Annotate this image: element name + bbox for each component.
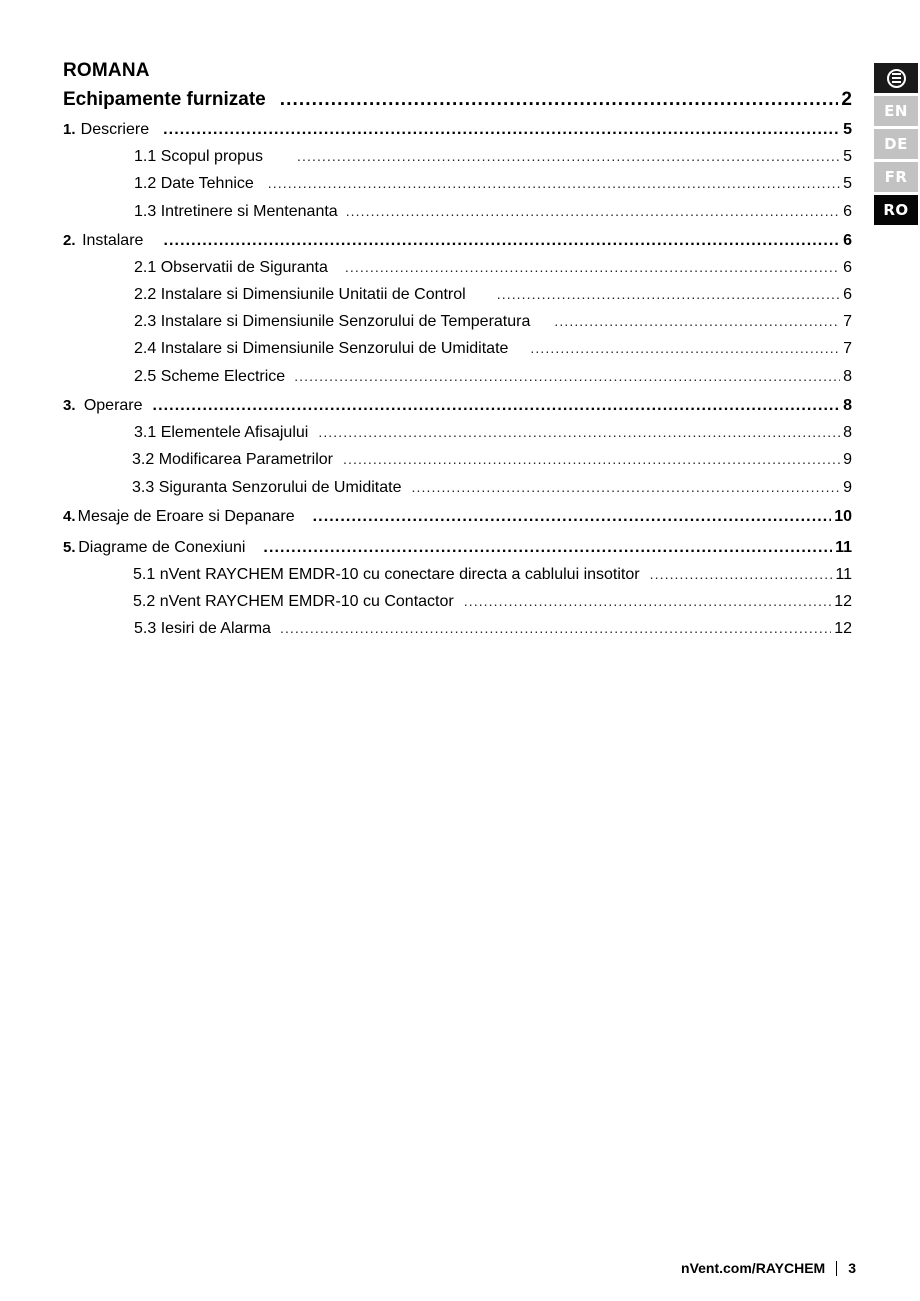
toc-leader (280, 620, 831, 636)
toc-leader (412, 479, 841, 495)
toc-page: 5 (843, 121, 852, 138)
toc-page: 6 (843, 286, 852, 303)
toc-label: 5.1 nVent RAYCHEM EMDR-10 cu conectare directa a cablului insotitor (133, 566, 640, 583)
toc-leader (497, 286, 840, 302)
toc-page: 7 (843, 313, 852, 330)
toc-leader (343, 451, 840, 467)
toc-section-2-2[interactable] (134, 286, 852, 304)
toc-leader (263, 539, 832, 557)
toc-leader (294, 368, 840, 384)
toc-page: 9 (843, 479, 852, 496)
toc-section-2-3[interactable] (134, 313, 852, 331)
tab-de[interactable]: DE (874, 129, 918, 159)
toc-page: 8 (843, 368, 852, 385)
toc-page: 6 (843, 259, 852, 276)
toc-section-1-3[interactable] (134, 203, 852, 221)
toc-page: 2 (841, 89, 852, 110)
toc-label: Operare (83, 397, 143, 414)
toc-label: 3.3 Siguranta Senzorului de Umiditate (132, 479, 402, 496)
toc-entry-echipamente[interactable] (63, 89, 852, 111)
page-number: 3 (848, 1260, 856, 1276)
toc-chapter-4[interactable] (63, 508, 852, 526)
toc-label: 5.3 Iesiri de Alarma (134, 620, 271, 637)
toc-label: Instalare (82, 232, 144, 249)
toc-label: 1.3 Intretinere si Mentenanta (134, 203, 338, 220)
toc-leader (163, 232, 840, 250)
toc-label: 1.2 Date Tehnice (134, 175, 254, 192)
tab-ro[interactable]: RO (874, 195, 918, 225)
toc-leader (153, 397, 841, 415)
toc-label: 2.2 Instalare si Dimensiunile Unitatii de Control (134, 286, 466, 303)
toc-label: 3.1 Elementele Afisajului (134, 424, 309, 441)
footer-url[interactable]: nVent.com/RAYCHEM (681, 1260, 826, 1276)
toc-page: 12 (834, 593, 852, 610)
toc-section-2-4[interactable] (134, 340, 852, 358)
toc-leader (530, 340, 840, 356)
toc-label: Diagrame de Conexiuni (78, 539, 246, 556)
menu-icon (887, 69, 906, 88)
toc-leader (554, 313, 840, 329)
toc-chapter-3[interactable] (63, 397, 852, 415)
toc-label: 3.2 Modificarea Parametrilor (132, 451, 333, 468)
toc-number: 4. (63, 508, 76, 525)
toc-leader (268, 175, 840, 191)
page-footer (681, 1260, 856, 1276)
toc-page: 11 (835, 566, 852, 583)
toc-label: 2.3 Instalare si Dimensiunile Senzorului de Temperatura (134, 313, 531, 330)
toc-leader (313, 508, 832, 526)
toc-page: 6 (843, 203, 852, 220)
toc-label: 2.4 Instalare si Dimensiunile Senzorului de Umiditate (134, 340, 509, 357)
toc-page: 5 (843, 175, 852, 192)
tab-en[interactable]: EN (874, 96, 918, 126)
toc-number: 1. (63, 121, 76, 138)
toc-page: 8 (843, 424, 852, 441)
toc-leader (346, 203, 840, 219)
toc-section-1-1[interactable] (134, 148, 852, 166)
toc-leader (464, 593, 831, 609)
toc-page: 7 (843, 340, 852, 357)
page-title: ROMANA (63, 60, 150, 81)
toc-section-1-2[interactable] (134, 175, 852, 193)
toc-number: 3. (63, 397, 76, 414)
toc-chapter-1[interactable] (63, 121, 852, 139)
toc-page: 11 (835, 539, 852, 556)
toc-leader (163, 121, 840, 139)
toc-page: 6 (843, 232, 852, 249)
toc-number: 2. (63, 232, 76, 249)
toc-label: 5.2 nVent RAYCHEM EMDR-10 cu Contactor (133, 593, 454, 610)
toc-page: 9 (843, 451, 852, 468)
toc-label: 1.1 Scopul propus (134, 148, 263, 165)
toc-section-3-2[interactable] (132, 451, 852, 469)
toc-leader (297, 148, 840, 164)
toc-section-5-3[interactable] (134, 620, 852, 638)
toc-chapter-5[interactable] (63, 539, 852, 557)
toc-label: 2.1 Observatii de Siguranta (134, 259, 328, 276)
menu-button[interactable] (874, 63, 918, 93)
toc-label: 2.5 Scheme Electrice (134, 368, 286, 385)
toc-section-2-1[interactable] (134, 259, 852, 277)
tab-fr[interactable]: FR (874, 162, 918, 192)
toc-chapter-2[interactable] (63, 232, 852, 250)
toc-section-2-5[interactable] (134, 368, 852, 386)
toc-section-3-3[interactable] (132, 479, 852, 497)
toc-label: Mesaje de Eroare si Depanare (77, 508, 295, 525)
toc-page: 12 (834, 620, 852, 637)
toc-leader (650, 566, 833, 582)
toc-leader (345, 259, 840, 275)
toc-leader (280, 89, 839, 111)
toc-page: 5 (843, 148, 852, 165)
toc-section-5-1[interactable] (133, 566, 852, 584)
toc-label: Echipamente furnizate (63, 89, 266, 110)
toc-leader (318, 424, 840, 440)
toc-page: 8 (843, 397, 852, 414)
toc-section-5-2[interactable] (133, 593, 852, 611)
footer-divider (836, 1261, 837, 1276)
toc-label: Descriere (80, 121, 150, 138)
toc-number: 5. (63, 539, 76, 556)
toc-page: 10 (834, 508, 852, 525)
toc-section-3-1[interactable] (134, 424, 852, 442)
